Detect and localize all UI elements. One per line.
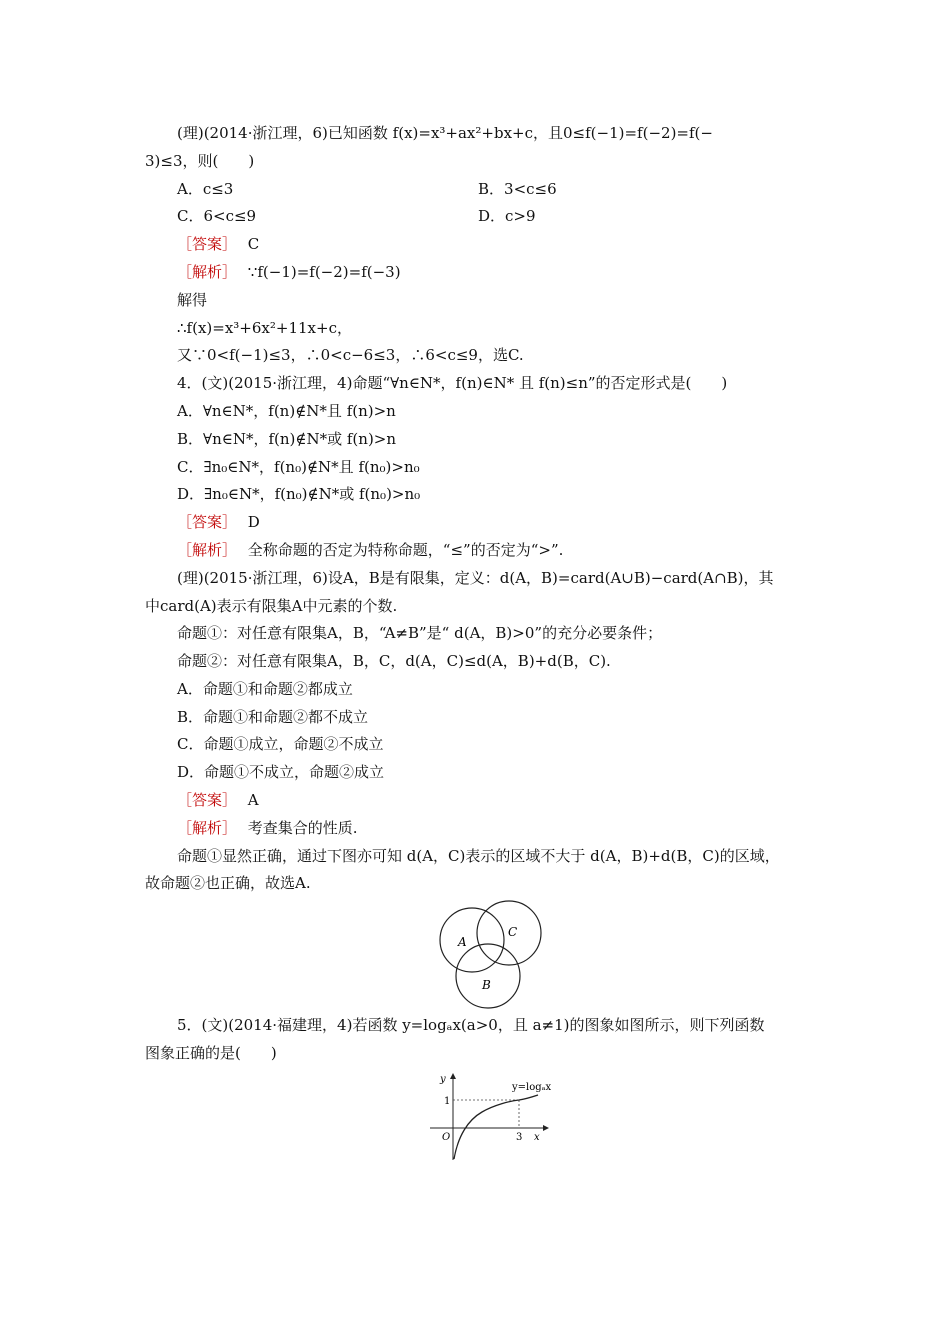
p5-question-line2: 图象正确的是( ) — [145, 1044, 277, 1062]
p4-answer — [177, 512, 260, 532]
p3-question-line2: 3)≤3，则( ) — [145, 152, 255, 170]
log-function-graph — [426, 1070, 556, 1162]
p5-question-line1: 5．(文)(2014·福建理，4)若函数 y=logₐx(a>0，且 a≠1)的图象如图所示，则下列函数 — [177, 1016, 765, 1034]
p3-explanation-3: ∴f(x)=x³+6x²+11x+c， — [177, 319, 352, 337]
p3-answer — [177, 234, 259, 254]
answer-value: C — [247, 235, 260, 253]
explanation-text: ∵f(−1)=f(−2)=f(−3) — [247, 263, 401, 281]
p3-explanation-4: 又∵0<f(−1)≤3，∴0<c−6≤3，∴6<c≤9，选C. — [177, 346, 524, 364]
p4li-explanation-3: 故命题②也正确，故选A. — [145, 874, 311, 892]
p4-question: 4．(文)(2015·浙江理，4)命题“∀n∈N*，f(n)∈N* 且 f(n)≤n”的否定形式是( ) — [177, 374, 728, 392]
p4li-proposition-2: 命题②：对任意有限集A，B，C，d(A，C)≤d(A，B)+d(B，C). — [177, 652, 611, 670]
p4li-proposition-1: 命题①：对任意有限集A，B，“A≠B”是“ d(A，B)>0”的充分必要条件； — [177, 624, 663, 642]
y-axis-label: y — [440, 1074, 446, 1085]
p4-option-d: D．∃n₀∈N*，f(n₀)∉N*或 f(n₀)>n₀ — [177, 485, 421, 503]
venn-circle-a — [440, 908, 504, 972]
p3-option-c: C．6<c≤9 — [177, 207, 257, 225]
p4li-option-d: D．命题①不成立，命题②成立 — [177, 763, 385, 781]
origin-label: O — [442, 1132, 451, 1143]
p3-question-line1: (理)(2014·浙江理，6)已知函数 f(x)=x³+ax²+bx+c，且0≤f(−1)=f(−2)=f(− — [177, 124, 713, 142]
curve-label: y=logₐx — [512, 1082, 552, 1093]
explanation-tag: ［解析］ — [177, 541, 238, 559]
p4li-question-line2: 中card(A)表示有限集A中元素的个数. — [145, 597, 398, 615]
p4li-question-line1: (理)(2015·浙江理，6)设A，B是有限集，定义：d(A，B)=card(A∪B)−card(A∩B)，其 — [177, 569, 774, 587]
venn-diagram — [436, 896, 548, 1012]
answer-value: D — [247, 513, 260, 531]
p4-explanation — [177, 540, 563, 560]
venn-label-b: B — [482, 978, 491, 992]
p4li-option-b: B．命题①和命题②都不成立 — [177, 708, 369, 726]
venn-label-a: A — [458, 935, 467, 949]
p4-option-b: B．∀n∈N*，f(n)∉N*或 f(n)>n — [177, 430, 397, 448]
p3-explanation-2: 解得 — [177, 291, 208, 309]
explanation-tag: ［解析］ — [177, 819, 238, 837]
tick-x-label: 3 — [516, 1132, 523, 1143]
answer-tag: ［答案］ — [177, 513, 238, 531]
p4li-option-c: C．命题①成立，命题②不成立 — [177, 735, 384, 753]
p4-option-c: C．∃n₀∈N*，f(n₀)∉N*且 f(n₀)>n₀ — [177, 458, 420, 476]
answer-value: A — [247, 791, 259, 809]
log-curve — [454, 1095, 538, 1159]
answer-tag: ［答案］ — [177, 791, 238, 809]
p3-explanation-1 — [177, 262, 401, 282]
p4li-answer — [177, 790, 259, 810]
p3-option-a: A．c≤3 — [177, 180, 234, 198]
explanation-text: 全称命题的否定为特称命题，“≤”的否定为“>”. — [247, 541, 564, 559]
explanation-tag: ［解析］ — [177, 263, 238, 281]
p4-option-a: A．∀n∈N*，f(n)∉N*且 f(n)>n — [177, 402, 396, 420]
p3-option-d: D．c>9 — [478, 207, 536, 225]
explanation-text: 考查集合的性质. — [247, 819, 358, 837]
p4li-explanation-1 — [177, 818, 358, 838]
tick-y-label: 1 — [444, 1096, 451, 1107]
venn-label-c: C — [508, 925, 518, 939]
p4li-option-a: A．命题①和命题②都成立 — [177, 680, 353, 698]
p4li-explanation-2: 命题①显然正确，通过下图亦可知 d(A，C)表示的区域不大于 d(A，B)+d(B，C)的区域， — [177, 847, 780, 865]
answer-tag: ［答案］ — [177, 235, 238, 253]
x-axis-label: x — [534, 1132, 540, 1143]
venn-circle-b — [456, 944, 520, 1008]
p3-option-b: B．3<c≤6 — [478, 180, 557, 198]
